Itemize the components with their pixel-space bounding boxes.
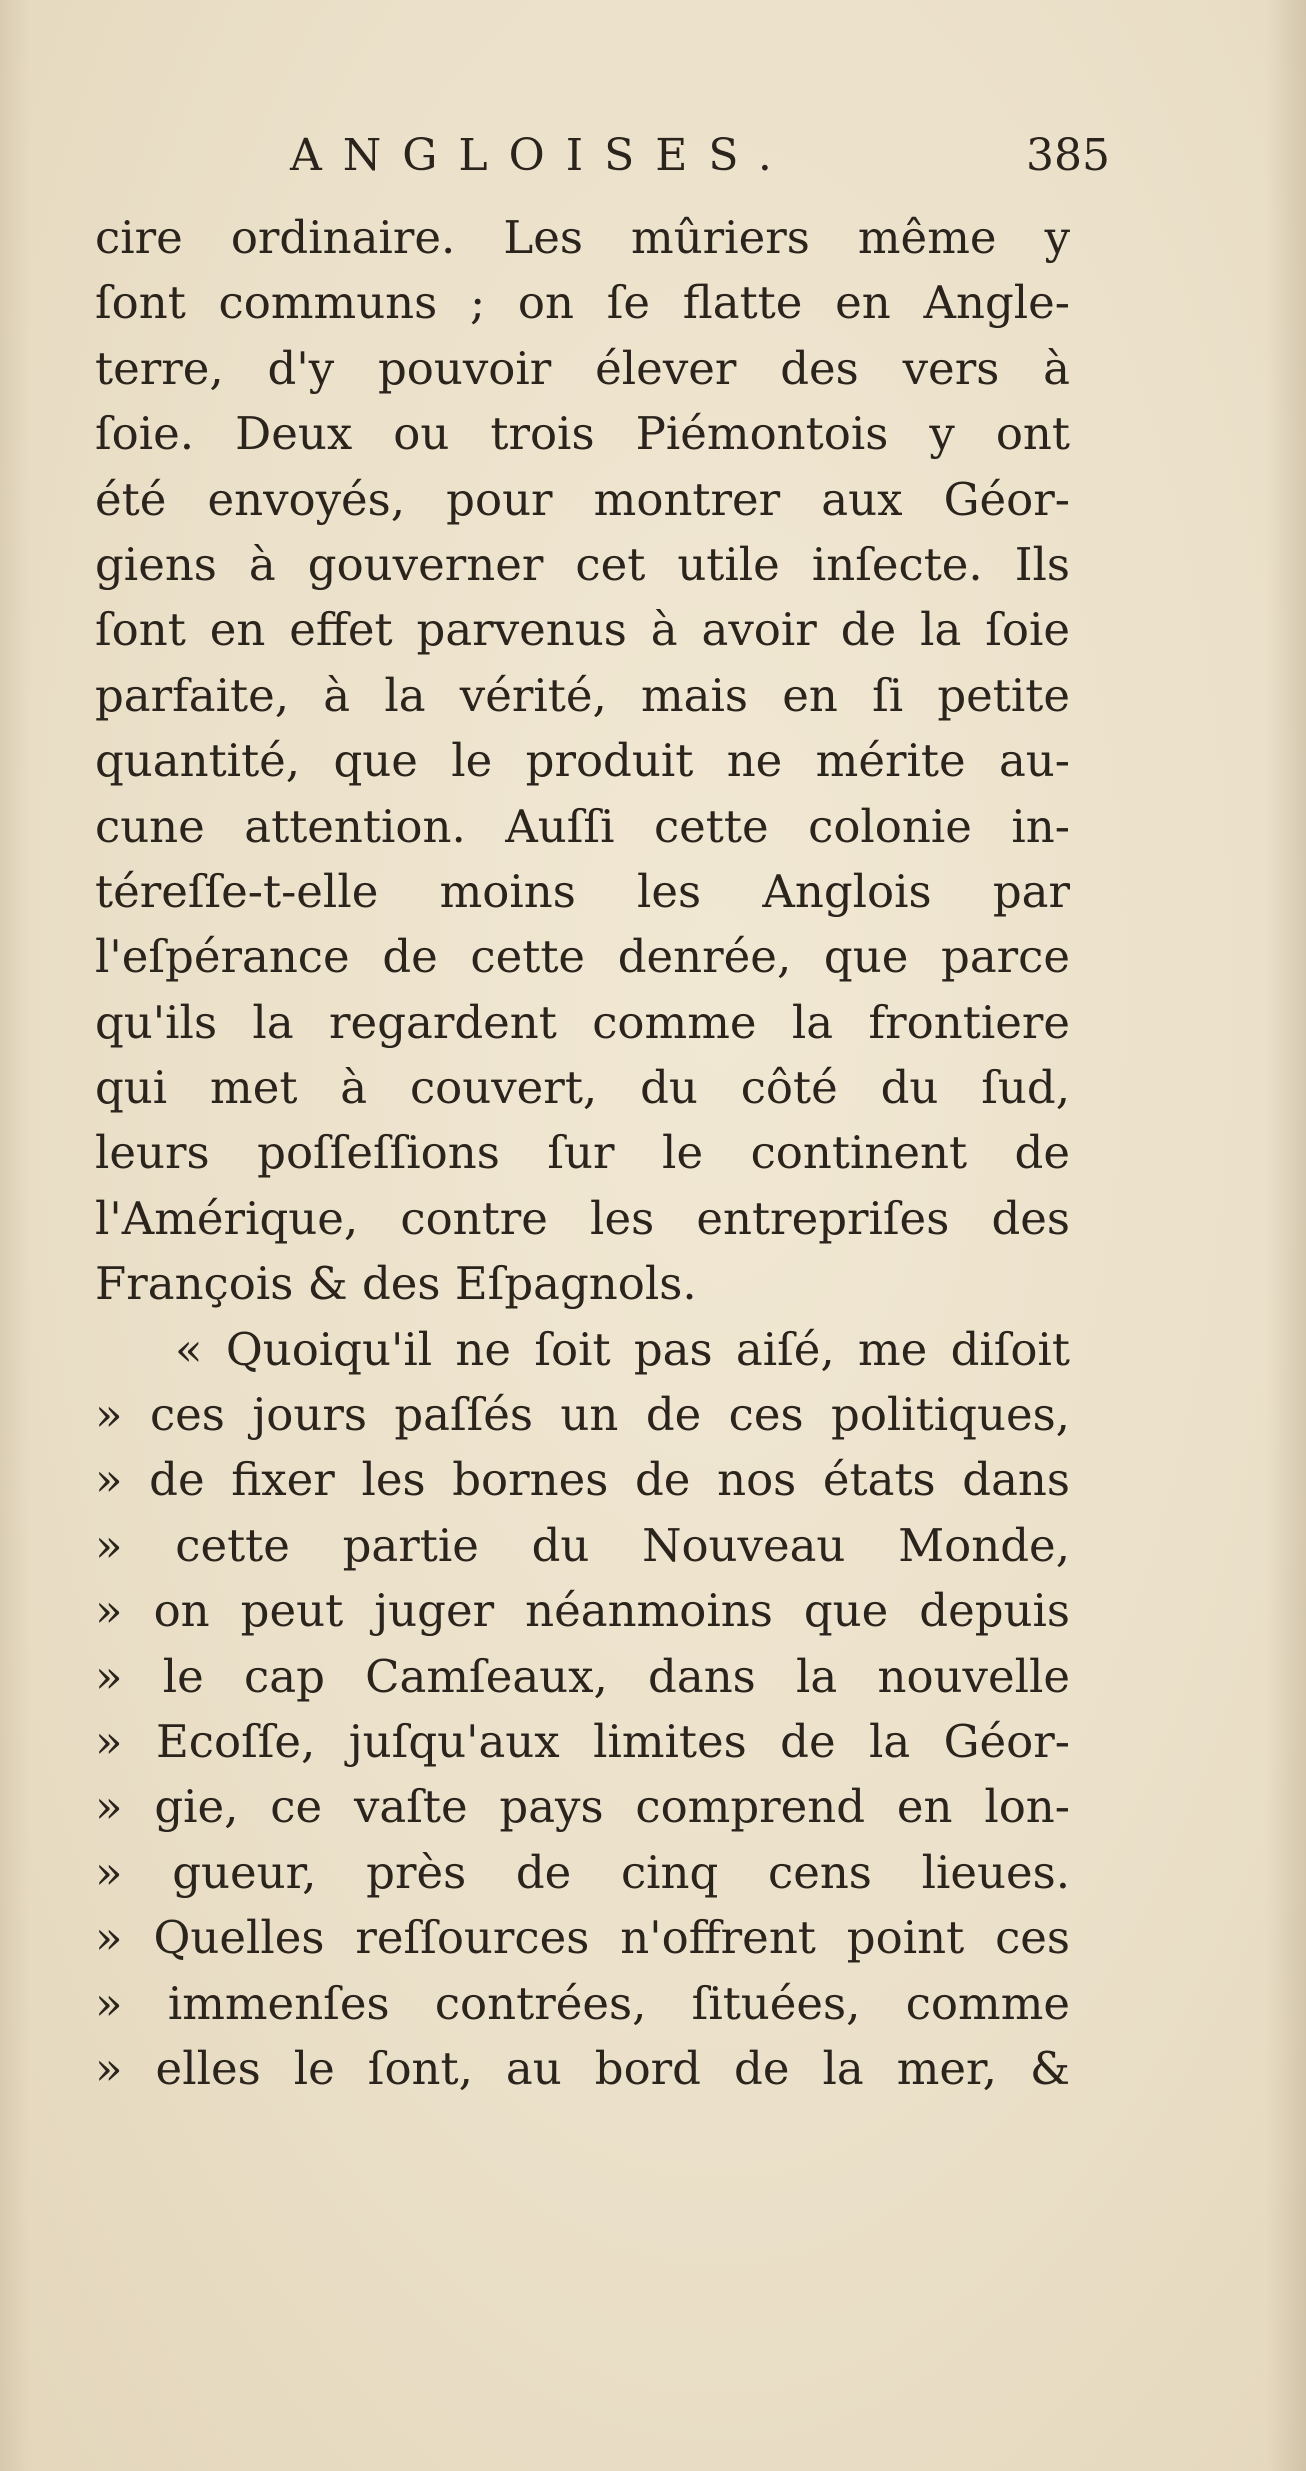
page-header: [290, 130, 1110, 200]
text-line: ſont communs ; on ſe flatte en Angle-: [95, 276, 1070, 330]
text-line: été envoyés, pour montrer aux Géor-: [95, 472, 1070, 526]
text-line: l'Amérique, contre les entrepriſes des: [95, 1191, 1070, 1245]
text-line: qui met à couvert, du côté du ſud,: [95, 1061, 1070, 1115]
text-line: » de fixer les bornes de nos états dans: [95, 1453, 1070, 1507]
page-edge-shadow: [1266, 0, 1306, 2471]
text-line: téreſſe-t-elle moins les Anglois par: [95, 864, 1070, 918]
text-line: » Quelles reſſources n'offrent point ces: [95, 1911, 1070, 1965]
text-line: » gie, ce vaſte pays comprend en lon-: [95, 1780, 1070, 1834]
text-line: parfaite, à la vérité, mais en ſi petite: [95, 668, 1070, 722]
text-line: » ces jours paſſés un de ces politiques,: [95, 1388, 1070, 1442]
text-line: cune attention. Auſſi cette colonie in-: [95, 799, 1070, 853]
text-line: leurs poſſeſſions ſur le continent de: [95, 1126, 1070, 1180]
text-line: ſoie. Deux ou trois Piémontois y ont: [95, 407, 1070, 461]
text-line: » cette partie du Nouveau Monde,: [95, 1518, 1070, 1572]
page-gutter-shadow: [0, 0, 30, 2471]
text-line: » on peut juger néanmoins que depuis: [95, 1584, 1070, 1638]
text-line: quantité, que le produit ne mérite au-: [95, 734, 1070, 788]
text-line: « Quoiqu'il ne ſoit pas aiſé, me diſoit: [175, 1322, 1070, 1376]
text-line: François & des Eſpagnols.: [95, 1257, 697, 1311]
text-line: giens à gouverner cet utile inſecte. Ils: [95, 537, 1070, 591]
text-line: » Ecoſſe, juſqu'aux limites de la Géor-: [95, 1714, 1070, 1768]
running-title: ANGLOISES.: [290, 130, 793, 181]
text-line: terre, d'y pouvoir élever des vers à: [95, 341, 1070, 395]
text-line: ſont en effet parvenus à avoir de la ſoie: [95, 603, 1070, 657]
text-line: » immenſes contrées, ſituées, comme: [95, 1976, 1070, 2030]
text-line: cire ordinaire. Les mûriers même y: [95, 211, 1070, 264]
text-line: l'eſpérance de cette denrée, que parce: [95, 930, 1070, 984]
text-line: » elles le ſont, au bord de la mer, &: [95, 2041, 1070, 2095]
text-line: » le cap Camſeaux, dans la nouvelle: [95, 1649, 1070, 1703]
body-text: [95, 205, 1070, 2101]
page-number: 385: [1026, 130, 1110, 181]
text-line: qu'ils la regardent comme la frontiere: [95, 995, 1070, 1049]
text-line: » gueur, près de cinq cens lieues.: [95, 1845, 1070, 1899]
